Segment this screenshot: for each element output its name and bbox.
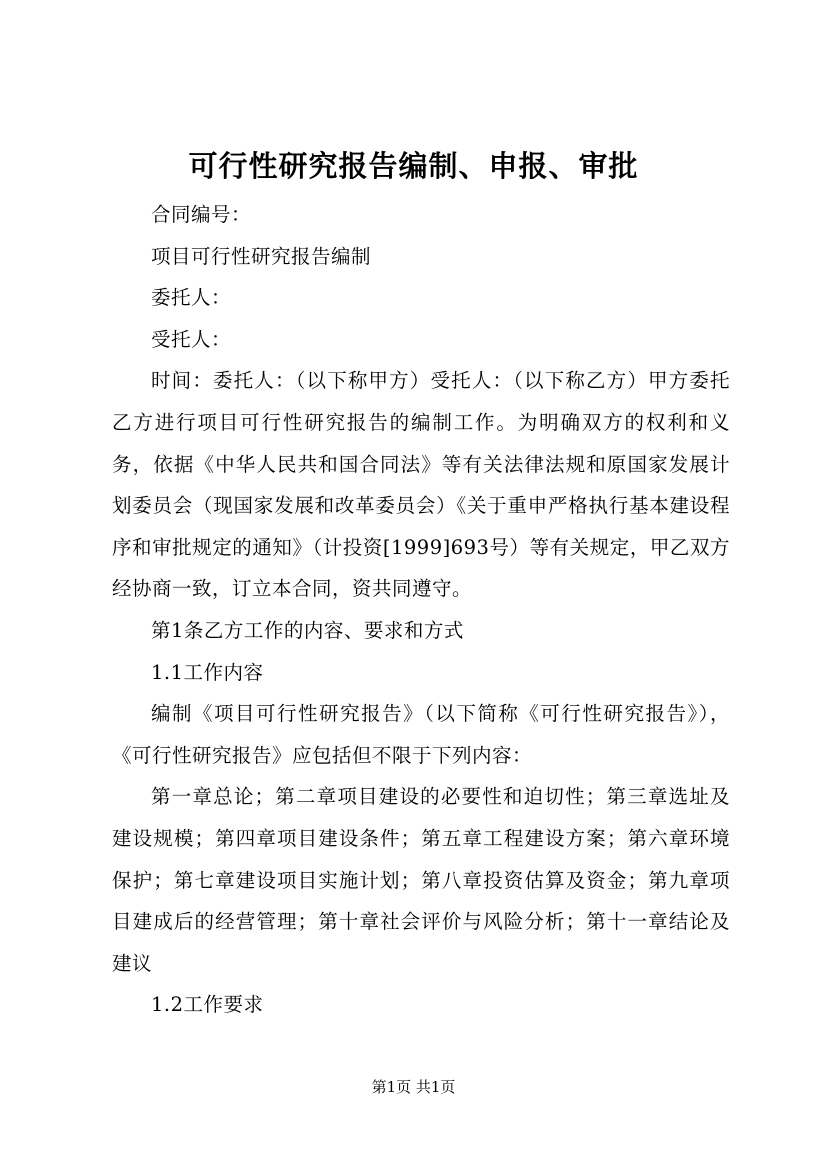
contract-number-line: 合同编号：: [151, 203, 252, 226]
section-1-2-heading: 1.2工作要求: [151, 993, 264, 1017]
chapter-list-paragraph: 第一章总论；第二章项目建设的必要性和迫切性；第三章选址及建设规模；第四章项目建设条件；第五章工程建设方案；第六章环境保护；第七章建设项目实施计划；第八章投资估算及资金；第九章项目建成后的经营管理；第十章社会评价与风险分析；第十一章结论及建议: [112, 785, 730, 975]
document-body: [112, 194, 730, 1026]
client-line: 委托人：: [151, 286, 232, 310]
project-name-line: 项目可行性研究报告编制: [151, 244, 372, 268]
article-1-heading: 第1条乙方工作的内容、要求和方式: [151, 618, 464, 642]
contractor-line: 受托人：: [151, 327, 232, 351]
page-footer: 第1页 共1页: [371, 1078, 456, 1096]
preamble-paragraph: 时间：委托人：（以下称甲方）受托人：（以下称乙方）甲方委托乙方进行项目可行性研究报告的编制工作。为明确双方的权利和义务，依据《中华人民共和国合同法》等有关法律法规和原国家发展计划委员会（现国家发展和改革委员会）《关于重申严格执行基本建设程序和审批规定的通知》（计投资[1999]693号）等有关规定，甲乙双方经协商一致，订立本合同，资共同遵守。: [112, 369, 730, 601]
section-1-1-heading: 1.1工作内容: [151, 660, 264, 684]
document-title: 可行性研究报告编制、申报、审批: [188, 149, 639, 183]
work-content-paragraph: 编制《项目可行性研究报告》（以下简称《可行性研究报告》），《可行性研究报告》应包括但不限于下列内容：: [112, 702, 730, 767]
